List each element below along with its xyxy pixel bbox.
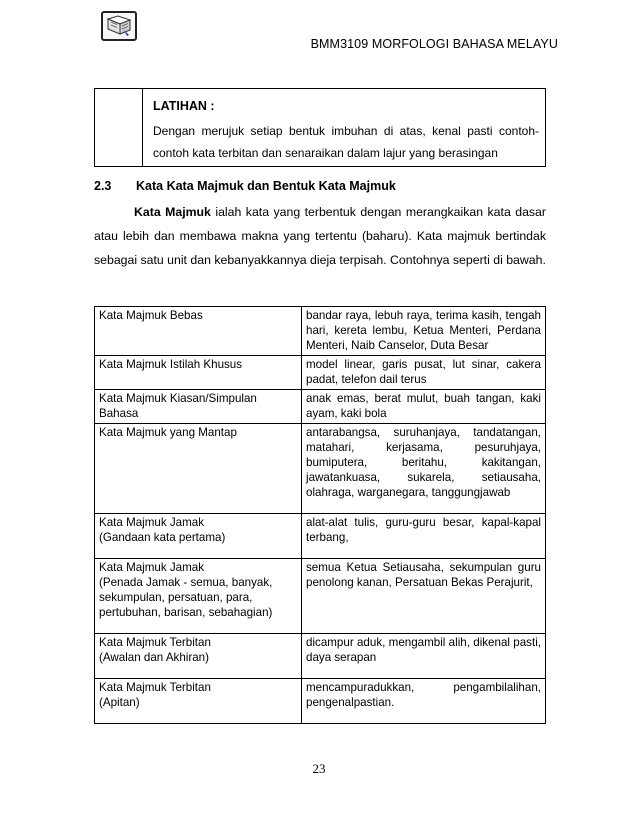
book-logo-icon — [101, 11, 137, 41]
page-number: 23 — [312, 761, 326, 776]
exercise-box-divider — [142, 89, 143, 166]
examples-cell: anak emas, berat mulut, buah tangan, kaki ayam, kaki bola — [302, 390, 546, 424]
examples-cell: dicampur aduk, mengambil alih, dikenal pasti, daya serapan — [302, 634, 546, 679]
examples-cell: mencampuradukkan, pengambilalihan, pengenalpastian. — [302, 679, 546, 724]
course-header: BMM3109 MORFOLOGI BAHASA MELAYU — [310, 37, 558, 51]
paragraph-term: Kata Majmuk — [134, 205, 211, 219]
table-row — [95, 679, 546, 724]
exercise-title: LATIHAN : — [153, 99, 215, 113]
compound-type-cell: Kata Majmuk Terbitan (Awalan dan Akhiran) — [95, 634, 302, 679]
table-row — [95, 424, 546, 514]
compound-type-cell: Kata Majmuk Istilah Khusus — [95, 356, 302, 390]
compound-type-cell: Kata Majmuk Jamak (Gandaan kata pertama) — [95, 514, 302, 559]
intro-paragraph — [94, 200, 546, 272]
table-row — [95, 356, 546, 390]
compound-type-cell: Kata Majmuk Kiasan/Simpulan Bahasa — [95, 390, 302, 424]
exercise-instructions: Dengan merujuk setiap bentuk imbuhan di atas, kenal pasti contoh-contoh kata terbitan dan senaraikan dalam lajur yang berasingan — [153, 124, 539, 160]
section-title: Kata Kata Majmuk dan Bentuk Kata Majmuk — [136, 179, 396, 193]
compound-type-cell: Kata Majmuk Bebas — [95, 307, 302, 356]
examples-cell: model linear, garis pusat, lut sinar, cakera padat, telefon dail terus — [302, 356, 546, 390]
examples-cell: bandar raya, lebuh raya, terima kasih, tengah hari, kereta lembu, Ketua Menteri, Perdana Menteri, Naib Canselor, Duta Besar — [302, 307, 546, 356]
section-heading — [94, 179, 396, 193]
compound-type-cell: Kata Majmuk yang Mantap — [95, 424, 302, 514]
examples-cell: semua Ketua Setiausaha, sekumpulan guru penolong kanan, Persatuan Bekas Perajurit, — [302, 559, 546, 634]
examples-cell: alat-alat tulis, guru-guru besar, kapal-kapal terbang, — [302, 514, 546, 559]
compound-type-cell: Kata Majmuk Terbitan (Apitan) — [95, 679, 302, 724]
compound-word-table — [94, 306, 546, 724]
table-row — [95, 390, 546, 424]
table-row — [95, 514, 546, 559]
paragraph-text: ialah kata yang terbentuk dengan merangkaikan kata dasar atau lebih dan membawa makna yang tertentu (baharu). Kata majmuk bertindak sebagai satu unit dan kebanyakkannya dieja terpisah. Contohnya seperti di bawah. — [94, 205, 546, 267]
table-row — [95, 559, 546, 634]
table-row — [95, 634, 546, 679]
examples-cell: antarabangsa, suruhanjaya, tandatangan, matahari, kerjasama, pesuruhjaya, bumiputera, beritahu, kakitangan, jawatankuasa, sukarela, setiausaha, olahraga, warganegara, tanggungjawab — [302, 424, 546, 514]
section-number: 2.3 — [94, 179, 112, 193]
table-row — [95, 307, 546, 356]
exercise-box — [94, 88, 546, 167]
compound-type-cell: Kata Majmuk Jamak (Penada Jamak - semua, banyak, sekumpulan, persatuan, para, pertubuhan, barisan, sebahagian) — [95, 559, 302, 634]
